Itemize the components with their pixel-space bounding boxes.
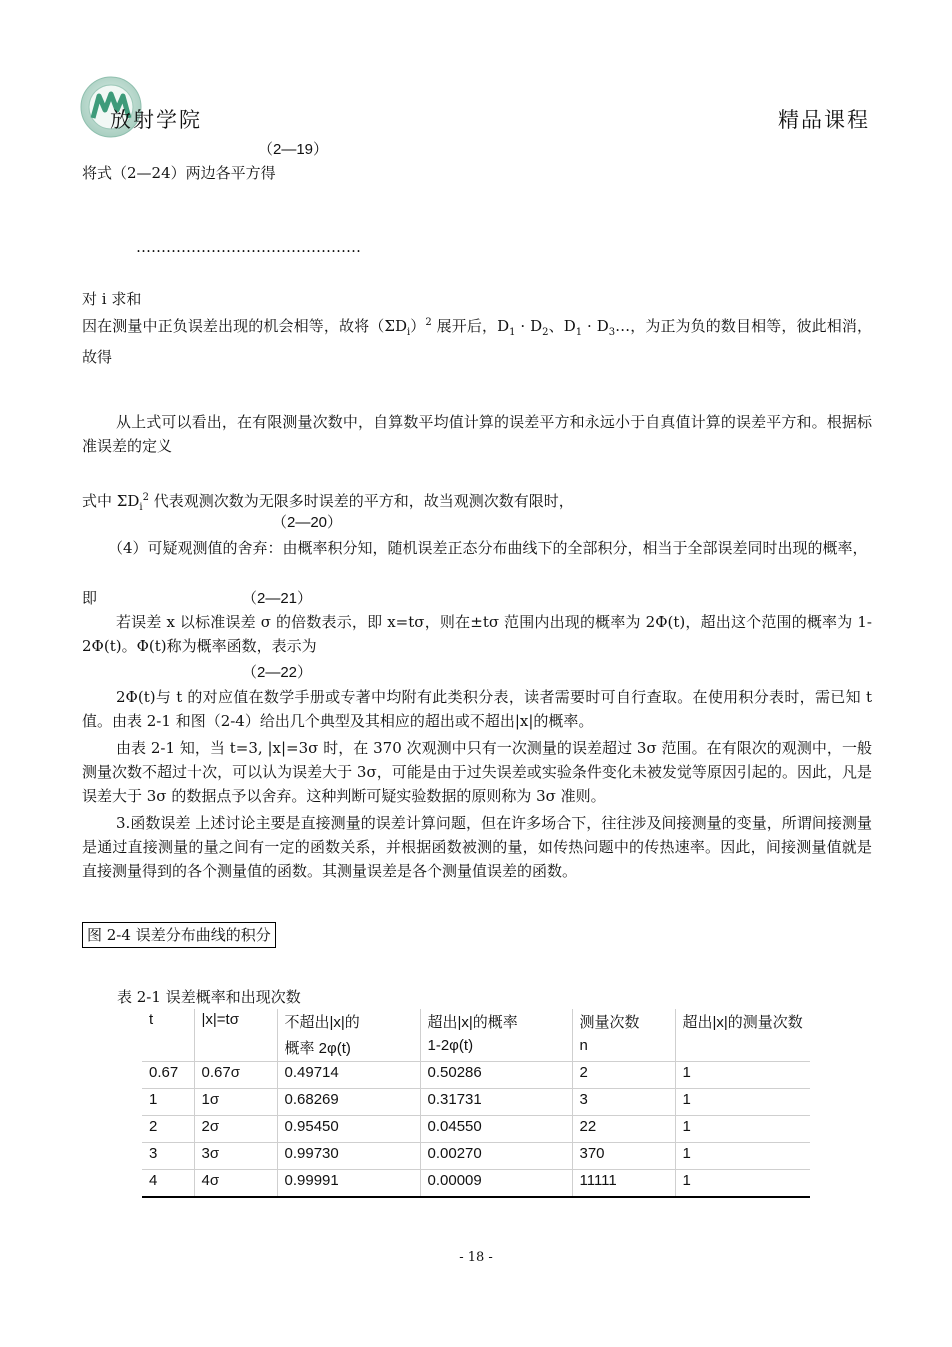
page-number: - 18 -	[459, 1250, 493, 1265]
table-cell: 0.00270	[420, 1143, 572, 1170]
header-course-label: 精品课程	[778, 108, 870, 132]
table-cell: 4σ	[194, 1170, 277, 1198]
paragraph-reject: （4）可疑观测值的舍弃：由概率积分知，随机误差正态分布曲线下的全部积分，相当于全部误差同时出现的概率，	[108, 539, 868, 557]
header-school-name: 放射学院	[110, 108, 202, 132]
table-cell: 0.99991	[277, 1170, 420, 1198]
table-header-cell: |x|=tσ	[194, 1009, 277, 1035]
table-header-cell: 概率 2φ(t)	[277, 1035, 420, 1062]
table-cell: 3	[142, 1143, 194, 1170]
table-cell: 1	[675, 1170, 810, 1198]
ellipsis-line: ………………………………………	[136, 238, 361, 256]
paragraph-where: 式中 $\Sigma D_i^2$ 代表观测次数为无限多时误差的平方和，故当观测次数有限时，	[82, 492, 574, 513]
equation-number-2-21: （2—21）	[242, 590, 313, 607]
table-cell: 11111	[572, 1170, 675, 1198]
equation-number-2-19: （2—19）	[258, 141, 329, 158]
table-cell: 3σ	[194, 1143, 277, 1170]
table-cell: 1	[675, 1062, 810, 1089]
table-cell: 370	[572, 1143, 675, 1170]
table-row	[142, 1062, 810, 1089]
error-probability-table	[142, 1009, 810, 1198]
table-header-cell: 测量次数	[572, 1009, 675, 1035]
table-cell: 2σ	[194, 1116, 277, 1143]
table-header-cell: 不超出|x|的	[277, 1009, 420, 1035]
table-cell: 0.99730	[277, 1143, 420, 1170]
table-cell: 0.49714	[277, 1062, 420, 1089]
table-cell: 0.50286	[420, 1062, 572, 1089]
table-header-cell	[194, 1035, 277, 1062]
table-cell: 0.67	[142, 1062, 194, 1089]
table-cell: 2	[142, 1116, 194, 1143]
paragraph-function: 3.函数误差 上述讨论主要是直接测量的误差计算问题，但在许多场合下，往往涉及间接测量的变量，所谓间接测量是通过直接测量的量之间有一定的函数关系，并根据函数被测的量，如传热问题中的传热速率。因此，间接测量值就是直接测量得到的各个测量值的函数。其测量误差是各个测量值误差的函数。	[82, 814, 872, 880]
table-cell: 0.00009	[420, 1170, 572, 1198]
table-cell: 1	[142, 1089, 194, 1116]
table-header-cell: t	[149, 1011, 154, 1028]
table-header-row	[142, 1009, 810, 1035]
table-header-cell: 1-2φ(t)	[420, 1035, 572, 1062]
table-cell: 0.95450	[277, 1116, 420, 1143]
paragraph-table: 2Φ(t)与 t 的对应值在数学手册或专著中均附有此类积分表，读者需要时可自行查取。在使用积分表时，需已知 t 值。由表 2-1 和图（2-4）给出几个典型及其相应的超出或不超出|x|的概率。	[82, 688, 872, 730]
table-cell: 0.67σ	[194, 1062, 277, 1089]
table-cell: 22	[572, 1116, 675, 1143]
equation-number-2-20: （2—20）	[272, 514, 343, 531]
table-header-cell: 超出|x|的测量次数	[675, 1009, 810, 1035]
text-ji: 即	[82, 589, 98, 607]
figure-caption: 图 2-4 误差分布曲线的积分	[82, 922, 276, 948]
table-caption: 表 2-1 误差概率和出现次数	[117, 988, 301, 1006]
table-cell: 1σ	[194, 1089, 277, 1116]
table-row	[142, 1143, 810, 1170]
table-header-cell: 超出|x|的概率	[420, 1009, 572, 1035]
table-cell: 1	[675, 1143, 810, 1170]
table-row	[142, 1089, 810, 1116]
text-line: 对 i 求和	[82, 290, 142, 308]
table-cell: 0.68269	[277, 1089, 420, 1116]
table-cell: 1	[675, 1116, 810, 1143]
table-row	[142, 1116, 810, 1143]
text-line: 将式（2—24）两边各平方得	[82, 164, 276, 182]
table-header-cell: n	[572, 1035, 675, 1062]
table-row	[142, 1170, 810, 1198]
equation-number-2-22: （2—22）	[242, 664, 313, 681]
paragraph-3sigma: 由表 2-1 知，当 t=3, |x|=3σ 时，在 370 次观测中只有一次测量的误差超过 3σ 范围。在有限次的观测中，一般测量次数不超过十次，可以认为误差大于 3σ，可能是由于过失误差或实验条件变化未被发觉等原因引起的。因此，凡是误差大于 3σ 的数据点予以舍弃。这种判断可疑实验数据的原则称为 3σ 准则。	[82, 739, 872, 805]
table-cell: 3	[572, 1089, 675, 1116]
table-header-row	[142, 1035, 810, 1062]
table-cell: 1	[675, 1089, 810, 1116]
table-header-cell	[675, 1035, 810, 1062]
paragraph-finite: 从上式可以看出，在有限测量次数中，自算数平均值计算的误差平方和永远小于自真值计算的误差平方和。根据标准误差的定义	[82, 413, 872, 455]
table-header-cell	[142, 1035, 194, 1062]
paragraph-sigma: 若误差 x 以标准误差 σ 的倍数表示，即 x=tσ，则在±tσ 范围内出现的概率为 2Φ(t)，超出这个范围的概率为 1-2Φ(t)。Φ(t)称为概率函数，表示为	[82, 613, 872, 655]
table-cell: 4	[142, 1170, 194, 1198]
table-cell: 0.04550	[420, 1116, 572, 1143]
paragraph-cancel: 因在测量中正负误差出现的机会相等，故将$(\Sigma D_i)^2$ 展开后，$D_1 \cdot D_2$、$D_1$ · $D_3\dots$，为正为负的数目相等，彼此相消，故得	[82, 317, 872, 366]
table-cell: 0.31731	[420, 1089, 572, 1116]
table-cell: 2	[572, 1062, 675, 1089]
